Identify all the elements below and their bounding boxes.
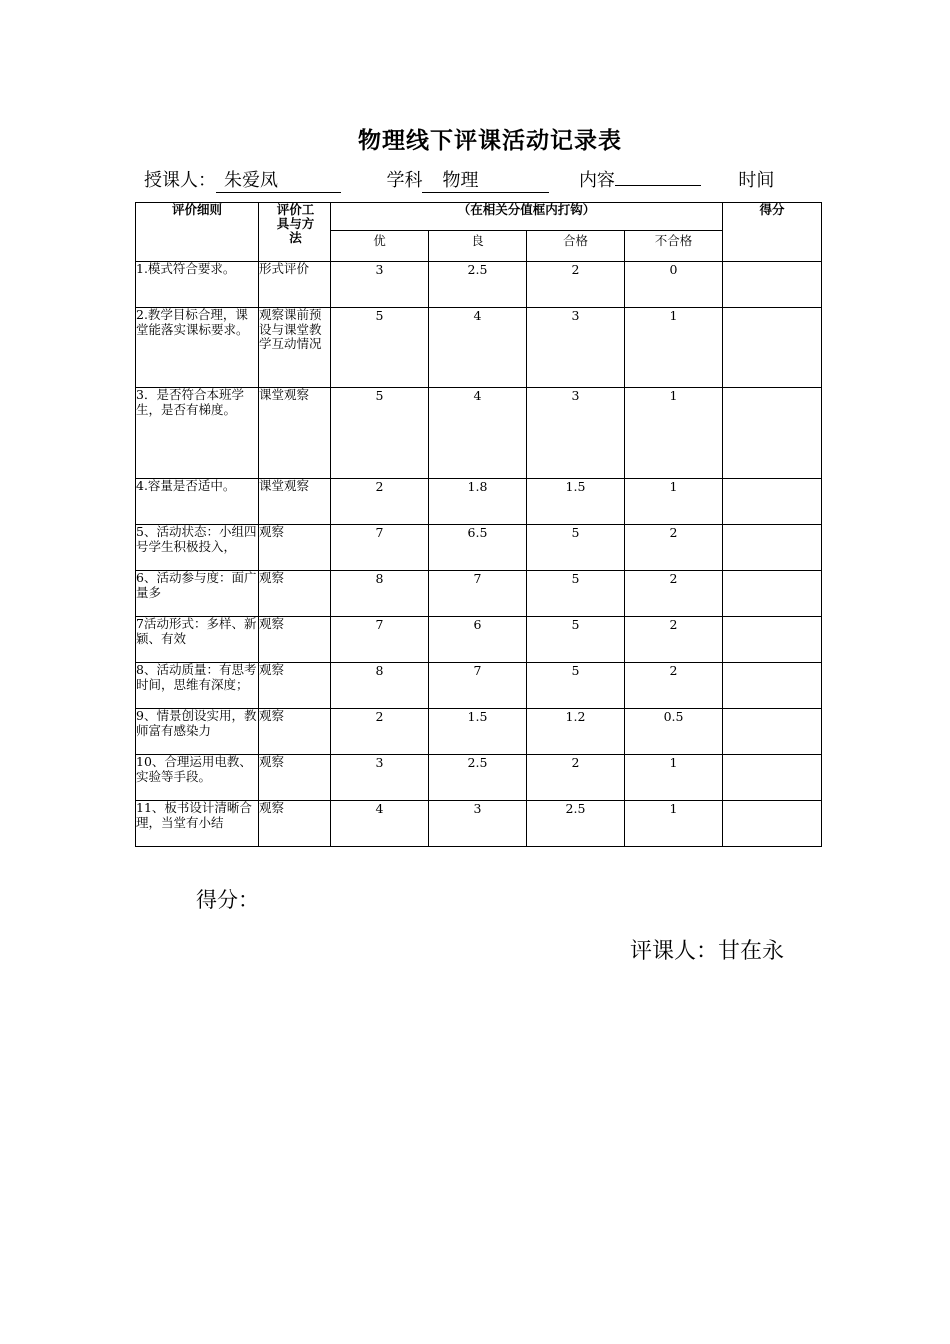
score-cell[interactable] (723, 262, 822, 308)
score-cell[interactable] (723, 571, 822, 617)
grade-value-cell[interactable]: 5 (527, 571, 625, 617)
method-cell: 观察 (259, 663, 331, 709)
grade-value-cell[interactable]: 2 (625, 663, 723, 709)
table-row (136, 617, 822, 663)
header-grade: 合格 (527, 231, 625, 262)
grade-value-cell[interactable]: 8 (331, 571, 429, 617)
score-cell[interactable] (723, 308, 822, 388)
grade-value-cell[interactable]: 6 (429, 617, 527, 663)
grade-value-cell[interactable]: 2 (331, 709, 429, 755)
header-item: 评价细则 (136, 203, 259, 262)
grade-value-cell[interactable]: 5 (331, 388, 429, 479)
grade-value-cell[interactable]: 1 (625, 388, 723, 479)
grade-value-cell[interactable]: 4 (331, 801, 429, 847)
grade-value-cell[interactable]: 4 (429, 308, 527, 388)
reviewer-name: 甘在永 (718, 939, 785, 964)
header-grade: 不合格 (625, 231, 723, 262)
grade-value-cell[interactable]: 1.2 (527, 709, 625, 755)
grade-value-cell[interactable]: 1 (625, 308, 723, 388)
score-cell[interactable] (723, 663, 822, 709)
reviewer-label: 评课人： (630, 939, 719, 964)
grade-value-cell[interactable]: 0 (625, 262, 723, 308)
grade-value-cell[interactable]: 4 (429, 388, 527, 479)
grade-value-cell[interactable]: 2 (331, 479, 429, 525)
criterion-cell: 7活动形式：多样、新颖、有效 (136, 617, 259, 663)
criterion-cell: 11、板书设计清晰合理，当堂有小结 (136, 801, 259, 847)
grade-value-cell[interactable]: 2 (527, 262, 625, 308)
grade-value-cell[interactable]: 3 (331, 262, 429, 308)
grade-value-cell[interactable]: 3 (429, 801, 527, 847)
time-label: 时间 (738, 170, 775, 191)
header-range: （在相关分值框内打钩） (331, 203, 723, 231)
table-row (136, 663, 822, 709)
header-score: 得分 (723, 203, 822, 262)
grade-value-cell[interactable]: 1.8 (429, 479, 527, 525)
criterion-cell: 5、活动状态：小组四号学生积极投入， (136, 525, 259, 571)
grade-value-cell[interactable]: 1.5 (429, 709, 527, 755)
grade-value-cell[interactable]: 2.5 (429, 755, 527, 801)
grade-value-cell[interactable]: 1 (625, 479, 723, 525)
evaluation-table (135, 202, 822, 847)
grade-value-cell[interactable]: 2 (625, 617, 723, 663)
score-cell[interactable] (723, 709, 822, 755)
score-cell[interactable] (723, 525, 822, 571)
grade-value-cell[interactable]: 2 (527, 755, 625, 801)
grade-value-cell[interactable]: 6.5 (429, 525, 527, 571)
table-row (136, 479, 822, 525)
grade-value-cell[interactable]: 1.5 (527, 479, 625, 525)
grade-value-cell[interactable]: 2.5 (527, 801, 625, 847)
criterion-cell: 10、合理运用电教、实验等手段。 (136, 755, 259, 801)
criterion-cell: 1.模式符合要求。 (136, 262, 259, 308)
header-grade: 良 (429, 231, 527, 262)
criterion-cell: 9、情景创设实用，教师富有感染力 (136, 709, 259, 755)
grade-value-cell[interactable]: 3 (527, 308, 625, 388)
subject-field: 物理 (422, 166, 549, 193)
grade-value-cell[interactable]: 7 (331, 525, 429, 571)
score-cell[interactable] (723, 801, 822, 847)
table-row (136, 262, 822, 308)
grade-value-cell[interactable]: 7 (331, 617, 429, 663)
criterion-cell: 6、活动参与度：面广量多 (136, 571, 259, 617)
grade-value-cell[interactable]: 7 (429, 663, 527, 709)
method-cell: 观察 (259, 755, 331, 801)
total-score-label: 得分： (196, 888, 259, 912)
table-row (136, 308, 822, 388)
teacher-field: 朱爱凤 (216, 166, 341, 193)
subject-label: 学科 (386, 170, 423, 191)
content-label: 内容 (578, 170, 615, 191)
method-cell: 观察课前预设与课堂教学互动情况 (259, 308, 331, 388)
score-cell[interactable] (723, 388, 822, 479)
header-grade: 优 (331, 231, 429, 262)
grade-value-cell[interactable]: 3 (527, 388, 625, 479)
method-cell: 观察 (259, 617, 331, 663)
table-row (136, 755, 822, 801)
method-cell: 形式评价 (259, 262, 331, 308)
method-cell: 观察 (259, 801, 331, 847)
grade-value-cell[interactable]: 5 (527, 525, 625, 571)
grade-value-cell[interactable]: 0.5 (625, 709, 723, 755)
teacher-label: 授课人： (144, 170, 216, 191)
method-cell: 课堂观察 (259, 388, 331, 479)
method-cell: 观察 (259, 571, 331, 617)
table-row (136, 525, 822, 571)
criterion-cell: 3．是否符合本班学生，是否有梯度。 (136, 388, 259, 479)
page-title: 物理线下评课活动记录表 (358, 128, 622, 154)
grade-value-cell[interactable]: 2 (625, 525, 723, 571)
table-row (136, 709, 822, 755)
header-method: 评价工具与方法 (259, 203, 331, 262)
grade-value-cell[interactable]: 1 (625, 755, 723, 801)
method-cell: 课堂观察 (259, 479, 331, 525)
grade-value-cell[interactable]: 1 (625, 801, 723, 847)
grade-value-cell[interactable]: 5 (527, 663, 625, 709)
header-info (144, 166, 774, 193)
score-cell[interactable] (723, 617, 822, 663)
table-row (136, 571, 822, 617)
criterion-cell: 8、活动质量：有思考时间，思维有深度； (136, 663, 259, 709)
content-field (615, 185, 701, 186)
score-cell[interactable] (723, 755, 822, 801)
grade-value-cell[interactable]: 7 (429, 571, 527, 617)
score-cell[interactable] (723, 479, 822, 525)
criterion-cell: 4.容量是否适中。 (136, 479, 259, 525)
criterion-cell: 2.教学目标合理，课堂能落实课标要求。 (136, 308, 259, 388)
method-cell: 观察 (259, 525, 331, 571)
grade-value-cell[interactable]: 2 (625, 571, 723, 617)
grade-value-cell[interactable]: 5 (331, 308, 429, 388)
reviewer (630, 934, 784, 965)
table-row (136, 801, 822, 847)
grade-value-cell[interactable]: 2.5 (429, 262, 527, 308)
grade-value-cell[interactable]: 8 (331, 663, 429, 709)
grade-value-cell[interactable]: 3 (331, 755, 429, 801)
method-cell: 观察 (259, 709, 331, 755)
table-row (136, 388, 822, 479)
grade-value-cell[interactable]: 5 (527, 617, 625, 663)
